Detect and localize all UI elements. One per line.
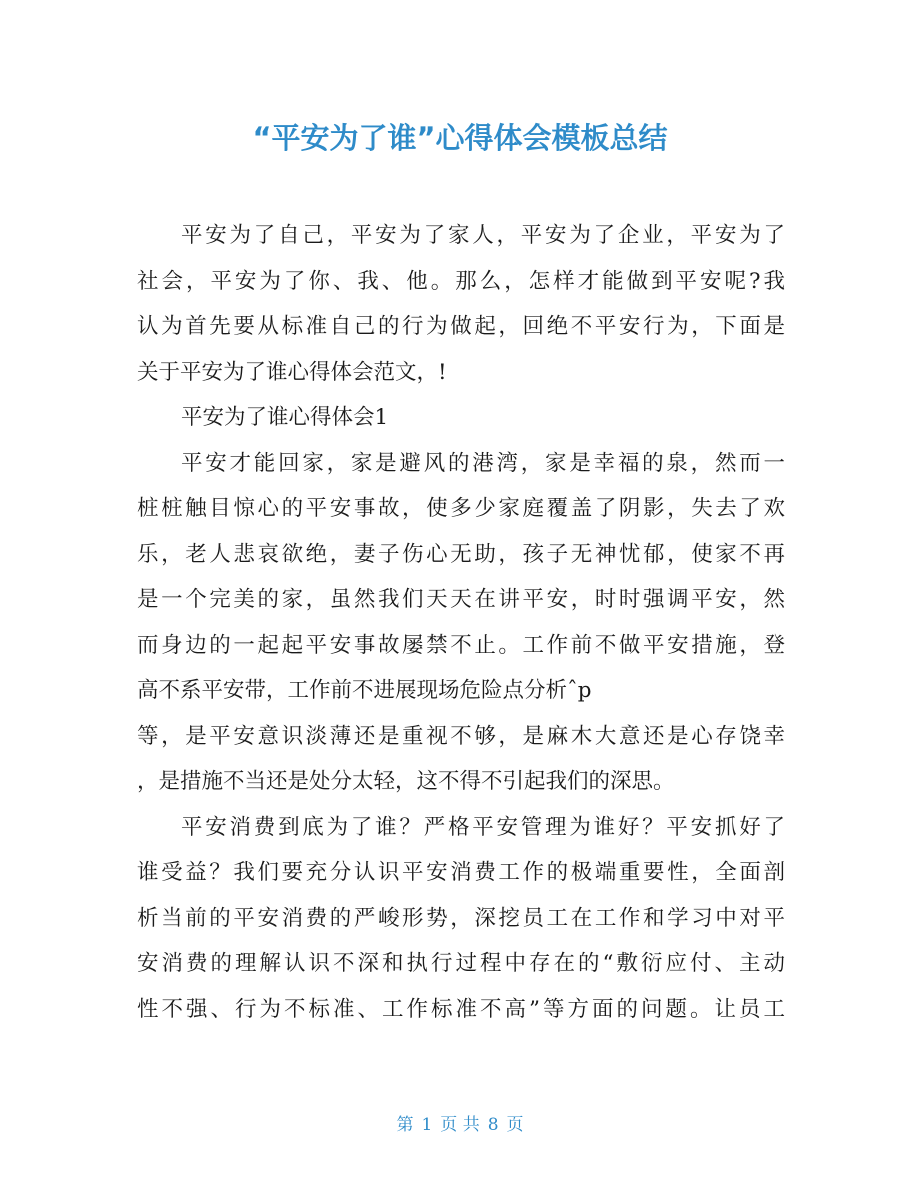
- document-body: [137, 213, 785, 1032]
- text-line: 安消费的理解认识不深和执行过程中存在的“敷衍应付、主动: [137, 951, 785, 976]
- text-line: 平安为了自己，平安为了家人，平安为了企业，平安为了: [181, 223, 785, 248]
- text-line: 平安消费到底为了谁？严格平安管理为谁好？平安抓好了: [181, 814, 785, 840]
- document-title: “平安为了谁”心得体会模板总结: [252, 121, 668, 155]
- footer-total-pages: 8: [487, 1115, 499, 1135]
- text-line: 平安才能回家，家是避风的港湾，家是幸福的泉，然而一: [181, 450, 785, 476]
- footer-prefix: 第: [396, 1115, 414, 1135]
- text-line: 桩桩触目惊心的平安事故，使多少家庭覆盖了阴影，失去了欢: [137, 496, 785, 521]
- text-line: 认为首先要从标准自己的行为做起，回绝不平安行为，下面是: [137, 314, 785, 339]
- text-line: 高不系平安带，工作前不进展现场危险点分析ˆp: [137, 678, 592, 703]
- footer-middle: 页 共: [440, 1115, 480, 1135]
- page-footer: [0, 1113, 920, 1137]
- text-line: 是一个完美的家，虽然我们天天在讲平安，时时强调平安，然: [137, 587, 785, 612]
- footer-suffix: 页: [506, 1115, 524, 1135]
- text-line: 关于平安为了谁心得体会范文，!: [137, 359, 447, 385]
- text-line: 社会，平安为了你、我、他。那么，怎样才能做到平安呢?我: [137, 268, 785, 294]
- text-line: 谁受益？我们要充分认识平安消费工作的极端重要性，全面剖: [137, 860, 785, 885]
- text-line: ，是措施不当还是处分太轻，这不得不引起我们的深思。: [137, 769, 675, 794]
- section-heading: 平安为了谁心得体会1: [181, 405, 389, 430]
- footer-page-number: 1: [421, 1115, 433, 1135]
- text-line: 乐，老人悲哀欲绝，妻子伤心无助，孩子无神忧郁，使家不再: [137, 541, 785, 567]
- text-line: 等，是平安意识淡薄还是重视不够，是麻木大意还是心存饶幸: [137, 723, 785, 749]
- text-line: 性不强、行为不标准、工作标准不高”等方面的问题。让员工: [137, 996, 785, 1022]
- text-line: 析当前的平安消费的严峻形势，深挖员工在工作和学习中对平: [137, 905, 785, 931]
- text-line: 而身边的一起起平安事故屡禁不止。工作前不做平安措施，登: [137, 632, 785, 658]
